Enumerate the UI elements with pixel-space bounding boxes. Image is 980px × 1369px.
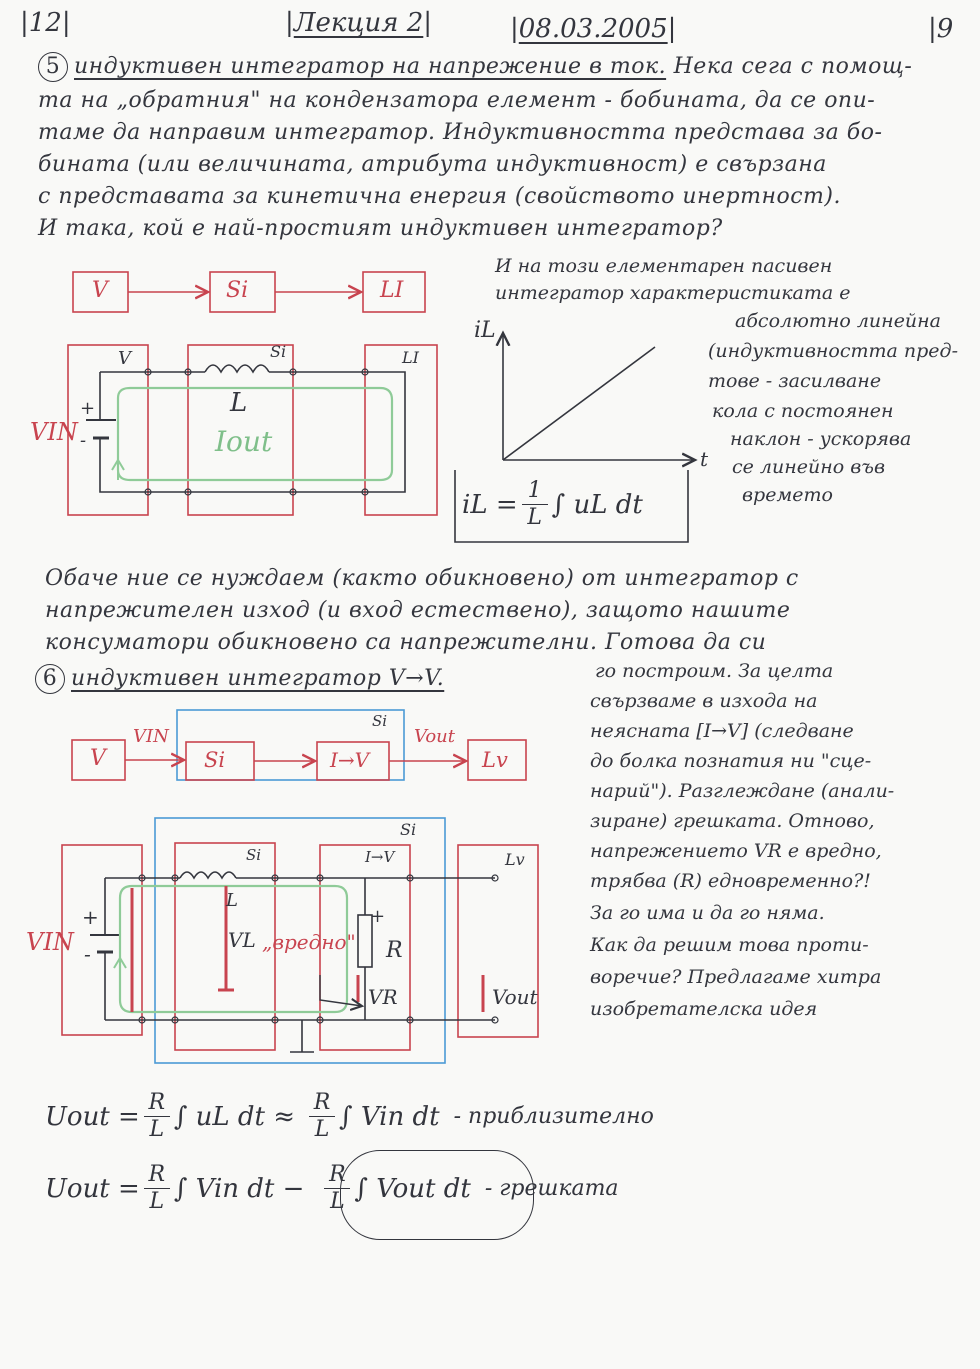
diagram2-frame-source [62, 845, 142, 1035]
il-graph-xlabel: t [700, 447, 709, 471]
graph-note-top-1: интегратор характеристиката е [495, 282, 851, 304]
diagram2-plus: + [82, 905, 99, 929]
page-number-right: |9 [928, 14, 954, 44]
diagram2-si-frame-label: Si [372, 712, 388, 730]
il-graph-ylabel: iL [474, 318, 496, 343]
diagram2-outer-si-label: Si [400, 820, 417, 839]
diagram2-node-si: Si [246, 846, 262, 864]
section5-line-1: та на „обратния" на кондензатора елемент - бобината, да се опи- [38, 88, 876, 113]
diagram2-ground [290, 1020, 314, 1052]
diagram2-node-i2v: I→V [365, 848, 395, 866]
diagram2-inductor [180, 872, 236, 878]
diagram1-block-chain [73, 272, 425, 312]
equation-1: Uout = $\frac{R}{L}$ ∫ uL dt ≈ $\frac{R}{L}$ ∫ Vin dt - приблизително [45, 1090, 654, 1142]
section6-note-5: зиране) грешката. Отново, [590, 810, 875, 832]
diagram2-label-i2v: I→V [330, 748, 370, 772]
graph-note-right-0: абсолютно линейна [735, 310, 942, 332]
diagram2-label-vin: VIN [133, 726, 169, 747]
section6-title: индуктивен интегратор V→V. [71, 666, 445, 691]
lecture-date: |08.03.2005| [510, 14, 677, 44]
diagram2-vin-label: VIN [26, 928, 74, 956]
graph-note-right-2: тове - засилване [708, 370, 882, 392]
diagram1-node-v: V [118, 348, 131, 369]
diagram2-vr-label: VR [368, 985, 398, 1009]
diagram2-resistor-label: R [386, 938, 403, 963]
section6-note-2: неясната [I→V] (следване [590, 720, 854, 742]
diagram1-label-si: Si [226, 278, 249, 303]
diagram2-minus: - [84, 942, 91, 966]
equation-2: Uout = $\frac{R}{L}$ ∫ Vin dt − $\frac{R}{L}$ ∫ Vout dt - грешката [45, 1162, 619, 1214]
section5-number: 5 [38, 52, 68, 82]
diagram2-vl-label: VL [228, 928, 256, 952]
section6-number: 6 [35, 664, 65, 694]
section6-note-6: напрежението VR е вредно, [590, 840, 882, 862]
section5-line-4: с представата за кинетична енергия (свойството инертност). [38, 184, 841, 209]
graph-note-right-6: времето [742, 484, 833, 506]
section6-note-3: до болка познатия ни "сце- [590, 750, 872, 772]
graph-note-right-3: кола с постоянен [712, 400, 894, 422]
section6-note-8: За го има и да го няма. [590, 902, 825, 924]
section6-note-1: свързваме в изхода на [590, 690, 818, 712]
lecture-title: |Лекция 2| [285, 8, 433, 38]
il-formula: iL = $\frac{1}{L}$ ∫ uL dt [462, 478, 643, 530]
section5-line-3: бината (или величината, атрибута индуктивност) е свързана [38, 152, 827, 177]
diagram1-vin-label: VIN [30, 418, 78, 446]
diagram1-iout-label: Iout [215, 425, 273, 458]
section5-title: индуктивен интегратор на напрежение в ток. [74, 54, 667, 79]
diagram1-inductor [205, 365, 269, 372]
diagram1-label-v: V [92, 278, 108, 303]
section6-heading [35, 664, 444, 694]
section6-note-7: трябва (R) едновременно?! [590, 870, 871, 892]
diagram1-minus: - [80, 430, 87, 451]
il-graph-line [503, 347, 655, 460]
diagram2-node-lv: Lv [505, 850, 525, 869]
graph-note-top-0: И на този елементарен пасивен [495, 255, 833, 277]
section5-line-5: И така, кой е най-простият индуктивен интегратор? [38, 216, 723, 241]
section5-line-0: Нека сега с помощ- [673, 54, 913, 79]
section6-note-4: нарий"). Разглеждане (анали- [590, 780, 895, 802]
section6-note-11: изобретателска идея [590, 998, 818, 1020]
middle-text-1: напрежителен изход (и вход естествено), защото нашите [45, 598, 791, 623]
diagram2-vredno-label: „вредно" [262, 930, 356, 954]
diagram2-resistor-plus: + [370, 906, 386, 927]
section5-line-2: таме да направим интегратор. Индуктивността представа за бо- [38, 120, 883, 145]
middle-text-2: консуматори обикновено са напрежителни. Готова да си [45, 630, 767, 655]
diagram1-node-si: Si [270, 342, 287, 361]
section6-note-10: воречие? Предлагаме хитра [590, 966, 882, 988]
page-number-left: |12| [20, 8, 71, 38]
section6-note-0: го построим. За целта [595, 660, 834, 682]
graph-note-right-1: (индуктивността пред- [708, 340, 958, 362]
diagram2-label-vout: Vout [414, 726, 456, 747]
diagram1-plus: + [80, 398, 96, 419]
diagram1-label-li: LI [380, 278, 404, 303]
diagram2-inductor-label: L [226, 890, 238, 911]
diagram2-vredno-pointer [320, 975, 362, 1006]
graph-note-right-5: се линейно във [732, 456, 886, 478]
diagram1-frame-li [365, 345, 437, 515]
diagram1-inductor-label: L [230, 388, 248, 418]
diagram2-label-lv: Lv [482, 748, 508, 772]
diagram2-vout-label: Vout [492, 985, 538, 1009]
section6-note-9: Как да решим това проти- [590, 934, 869, 956]
middle-text-0: Обаче ние се нуждаем (както обикновено) от интегратор с [45, 566, 799, 591]
diagram1-node-li: LI [402, 348, 419, 367]
graph-note-right-4: наклон - ускорява [730, 428, 912, 450]
diagram2-label-v: V [90, 746, 106, 771]
diagram2-label-si: Si [204, 748, 226, 772]
